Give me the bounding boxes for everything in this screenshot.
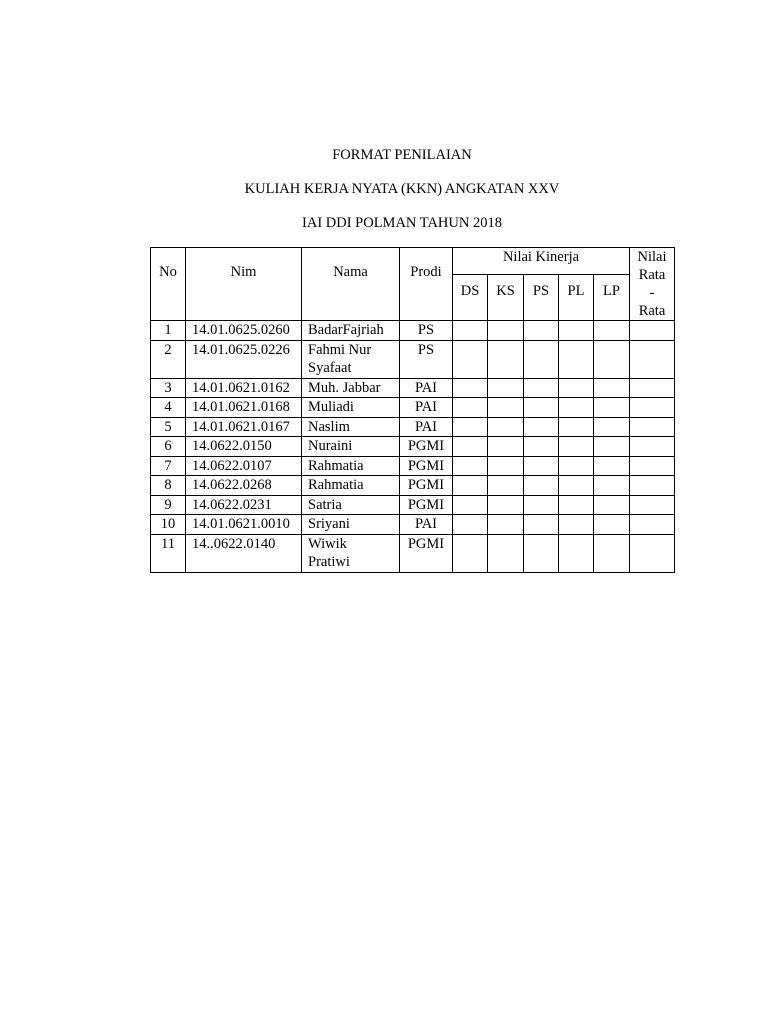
table-row (151, 378, 675, 398)
table-row (151, 495, 675, 515)
cell-score-ds (453, 321, 488, 341)
cell-score-ps (524, 417, 559, 437)
cell-score-ps (524, 437, 559, 457)
cell-score-ps (524, 340, 559, 378)
cell-score-ps (524, 456, 559, 476)
cell-prodi: PAI (400, 378, 453, 398)
cell-no: 9 (151, 495, 186, 515)
cell-nim: 14.01.0621.0168 (186, 398, 302, 418)
cell-nama (302, 321, 400, 341)
cell-score-ds (453, 417, 488, 437)
cell-nama-line-1: Rahmatia (308, 457, 364, 474)
cell-no: 5 (151, 417, 186, 437)
cell-nilai-rata-rata (630, 398, 675, 418)
table-row (151, 456, 675, 476)
cell-score-ds (453, 340, 488, 378)
cell-nama (302, 534, 400, 572)
cell-nama-line-1: Satria (308, 496, 342, 513)
table-row (151, 340, 675, 378)
cell-score-pl (559, 476, 594, 496)
cell-nim: 14.0622.0231 (186, 495, 302, 515)
cell-no: 3 (151, 378, 186, 398)
assessment-table (150, 247, 675, 573)
cell-score-ks (488, 321, 524, 341)
cell-prodi: PGMI (400, 534, 453, 572)
table-row (151, 321, 675, 341)
header-ds: DS (453, 274, 488, 320)
cell-nim: 14.01.0625.0226 (186, 340, 302, 378)
cell-prodi: PS (400, 321, 453, 341)
cell-score-ks (488, 515, 524, 535)
cell-nilai-rata-rata (630, 476, 675, 496)
cell-nama-line-1: Rahmatia (308, 477, 364, 493)
cell-score-ps (524, 476, 559, 496)
cell-score-ps (524, 398, 559, 418)
cell-nama-line-1: Muliadi (308, 399, 354, 415)
cell-score-pl (559, 515, 594, 535)
header-pl: PL (559, 274, 594, 320)
cell-no: 6 (151, 437, 186, 457)
cell-score-pl (559, 321, 594, 341)
cell-nim: 14.01.0621.0167 (186, 417, 302, 437)
cell-nim: 14.01.0621.0010 (186, 515, 302, 535)
cell-score-ks (488, 417, 524, 437)
cell-score-ds (453, 378, 488, 398)
cell-score-lp (594, 340, 630, 378)
header-prodi: Prodi (400, 248, 453, 321)
cell-prodi: PAI (400, 417, 453, 437)
cell-score-ds (453, 437, 488, 457)
cell-score-ds (453, 495, 488, 515)
cell-nama (302, 417, 400, 437)
document-title: FORMAT PENILAIAN (332, 147, 472, 163)
cell-prodi: PGMI (400, 476, 453, 496)
header-nilai-kinerja: Nilai Kinerja (453, 248, 630, 275)
cell-score-pl (559, 456, 594, 476)
cell-score-ps (524, 515, 559, 535)
header-rata-line-4: Rata (638, 303, 666, 319)
header-rata-line-1: Nilai (637, 249, 667, 265)
header-nama: Nama (302, 248, 400, 321)
cell-no: 2 (151, 340, 186, 378)
cell-score-pl (559, 495, 594, 515)
header-rata-line-3: - (649, 285, 655, 301)
cell-prodi: PS (400, 340, 453, 378)
cell-nim: 14.01.0625.0260 (186, 321, 302, 341)
cell-nim: 14.0622.0107 (186, 456, 302, 476)
table-row (151, 398, 675, 418)
cell-score-pl (559, 398, 594, 418)
table-row (151, 417, 675, 437)
cell-score-ds (453, 398, 488, 418)
cell-nilai-rata-rata (630, 456, 675, 476)
cell-nama (302, 495, 400, 515)
table-row (151, 515, 675, 535)
cell-no: 11 (151, 534, 186, 572)
cell-nilai-rata-rata (630, 515, 675, 535)
cell-nama-line-1: BadarFajriah (308, 322, 384, 338)
cell-score-ks (488, 437, 524, 457)
cell-nilai-rata-rata (630, 437, 675, 457)
cell-score-ps (524, 321, 559, 341)
cell-score-lp (594, 378, 630, 398)
cell-nim: 14.0622.0150 (186, 437, 302, 457)
document-institution-year: IAI DDI POLMAN TAHUN 2018 (302, 215, 502, 231)
cell-score-pl (559, 534, 594, 572)
cell-nama-line-2: Syafaat (308, 360, 352, 376)
cell-nama (302, 456, 400, 476)
cell-nama (302, 378, 400, 398)
cell-nama (302, 398, 400, 418)
cell-nim: 14.0622.0268 (186, 476, 302, 496)
cell-nama-line-1: Sriyani (308, 516, 350, 532)
cell-score-lp (594, 456, 630, 476)
table-row (151, 437, 675, 457)
cell-score-ks (488, 398, 524, 418)
cell-nama-line-2: Pratiwi (308, 554, 350, 570)
cell-score-lp (594, 476, 630, 496)
cell-score-ks (488, 340, 524, 378)
cell-nim: 14.01.0621.0162 (186, 378, 302, 398)
header-rata-line-2: Rata (638, 267, 666, 283)
header-nim: Nim (186, 248, 302, 321)
cell-nama-line-1: Muh. Jabbar (308, 379, 381, 396)
cell-nama-line-1: Fahmi Nur (308, 341, 372, 358)
cell-score-lp (594, 398, 630, 418)
cell-no: 10 (151, 515, 186, 535)
cell-score-lp (594, 495, 630, 515)
cell-prodi: PGMI (400, 456, 453, 476)
table-row (151, 476, 675, 496)
cell-nim: 14..0622.0140 (186, 534, 302, 572)
cell-nama (302, 476, 400, 496)
cell-prodi: PGMI (400, 437, 453, 457)
cell-score-pl (559, 378, 594, 398)
cell-score-ps (524, 378, 559, 398)
cell-score-lp (594, 321, 630, 341)
cell-score-ks (488, 534, 524, 572)
cell-score-ds (453, 515, 488, 535)
cell-score-ds (453, 534, 488, 572)
cell-score-ps (524, 534, 559, 572)
header-ks: KS (488, 274, 524, 320)
cell-score-ks (488, 495, 524, 515)
cell-nama (302, 515, 400, 535)
cell-nilai-rata-rata (630, 495, 675, 515)
cell-no: 7 (151, 456, 186, 476)
cell-score-pl (559, 340, 594, 378)
cell-nama (302, 437, 400, 457)
table-body (151, 321, 675, 573)
cell-no: 1 (151, 321, 186, 341)
cell-score-ps (524, 495, 559, 515)
cell-score-lp (594, 437, 630, 457)
cell-nama-line-1: Wiwik (308, 535, 347, 552)
cell-prodi: PAI (400, 515, 453, 535)
cell-prodi: PAI (400, 398, 453, 418)
cell-nilai-rata-rata (630, 534, 675, 572)
document-subtitle: KULIAH KERJA NYATA (KKN) ANGKATAN XXV (244, 181, 560, 197)
cell-score-pl (559, 417, 594, 437)
cell-nama-line-1: Nuraini (308, 438, 353, 454)
cell-nilai-rata-rata (630, 417, 675, 437)
cell-nilai-rata-rata (630, 378, 675, 398)
table-row (151, 534, 675, 572)
cell-score-ks (488, 476, 524, 496)
cell-nilai-rata-rata (630, 340, 675, 378)
cell-score-ks (488, 378, 524, 398)
cell-score-ds (453, 476, 488, 496)
cell-score-ds (453, 456, 488, 476)
cell-score-lp (594, 417, 630, 437)
cell-no: 8 (151, 476, 186, 496)
header-nilai-rata-rata (630, 248, 675, 321)
cell-nama-line-1: Naslim (308, 418, 350, 435)
cell-no: 4 (151, 398, 186, 418)
cell-score-ks (488, 456, 524, 476)
cell-score-lp (594, 515, 630, 535)
cell-prodi: PGMI (400, 495, 453, 515)
header-ps: PS (524, 274, 559, 320)
header-no: No (151, 248, 186, 321)
cell-score-lp (594, 534, 630, 572)
header-lp: LP (594, 274, 630, 320)
cell-nilai-rata-rata (630, 321, 675, 341)
cell-score-pl (559, 437, 594, 457)
cell-nama (302, 340, 400, 378)
